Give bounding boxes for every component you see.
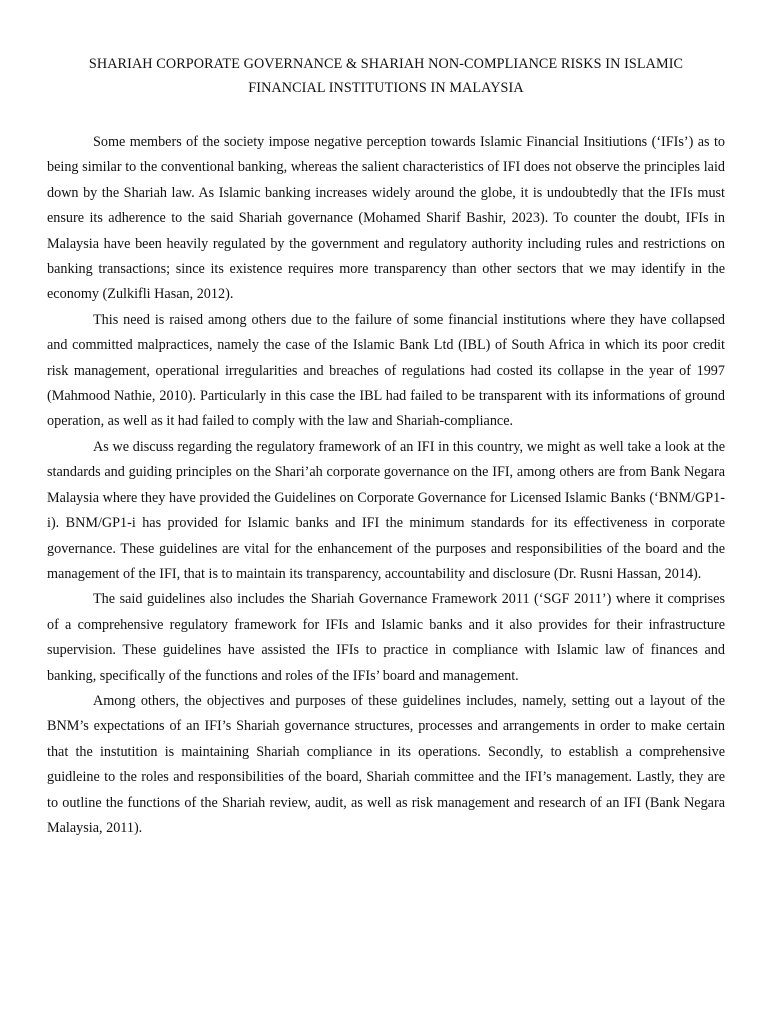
paragraph-4: The said guidelines also includes the Shariah Governance Framework 2011 (‘SGF 2011’) where it comprises of a comprehensive regulatory framework for IFIs and Islamic banks and it also provides for their infrastructure supervision. These guidelines have assisted the IFIs to practice in compliance with Islamic law of finances and banking, specifically of the functions and roles of the IFIs’ board and management. bbox=[47, 591, 725, 684]
paragraph-1: Some members of the society impose negative perception towards Islamic Financial Insitiutions (‘IFIs’) as to being similar to the conventional banking, whereas the salient characteristics of IFI does not observe the principles laid down by the Shariah law. As Islamic banking increases widely around the globe, it is undoubtedly that the IFIs must ensure its adherence to the said Shariah governance (Mohamed Sharif Bashir, 2023). To counter the doubt, IFIs in Malaysia have been heavily regulated by the government and regulatory authority including rules and restrictions on banking transactions; since its existence requires more transparency than other sectors that we may identify in the economy (Zulkifli Hasan, 2012). bbox=[47, 134, 725, 303]
title-line-1: SHARIAH CORPORATE GOVERNANCE & SHARIAH NON-COMPLIANCE RISKS IN ISLAMIC bbox=[88, 56, 684, 72]
title-line-2: FINANCIAL INSTITUTIONS IN MALAYSIA bbox=[248, 80, 524, 96]
document-page bbox=[47, 52, 725, 841]
paragraph-2: This need is raised among others due to the failure of some financial institutions where they have collapsed and committed malpractices, namely the case of the Islamic Bank Ltd (IBL) of South Africa in which its poor credit risk management, operational irregularities and breaches of regulations had costed its collapse in the year of 1997 (Mahmood Nathie, 2010). Particularly in this case the IBL had failed to be transparent with its informations of ground operation, as well as it had failed to comply with the law and Shariah-compliance. bbox=[47, 311, 725, 430]
paragraph-5: Among others, the objectives and purposes of these guidelines includes, namely, setting out a layout of the BNM’s expectations of an IFI’s Shariah governance structures, processes and arrangements in order to make certain that the instutition is maintaining Shariah compliance in its operations. Secondly, to establish a comprehensive guidleine to the roles and responsibilities of the board, Shariah committee and the IFI’s management. Lastly, they are to outline the functions of the Shariah review, audit, as well as risk management and research of an IFI (Bank Negara Malaysia, 2011). bbox=[47, 692, 725, 836]
paragraph-3: As we discuss regarding the regulatory framework of an IFI in this country, we might as well take a look at the standards and guiding principles on the Shari’ah corporate governance on the IFI, among others are from Bank Negara Malaysia where they have provided the Guidelines on Corporate Governance for Licensed Islamic Banks (‘BNM/GP1-i). BNM/GP1-i has provided for Islamic banks and IFI the minimum standards for its effectiveness in corporate governance. These guidelines are vital for the enhancement of the purposes and responsibilities of the board and the management of the IFI, that is to maintain its transparency, accountability and disclosure (Dr. Rusni Hassan, 2014). bbox=[47, 438, 725, 582]
document-title bbox=[47, 52, 725, 100]
